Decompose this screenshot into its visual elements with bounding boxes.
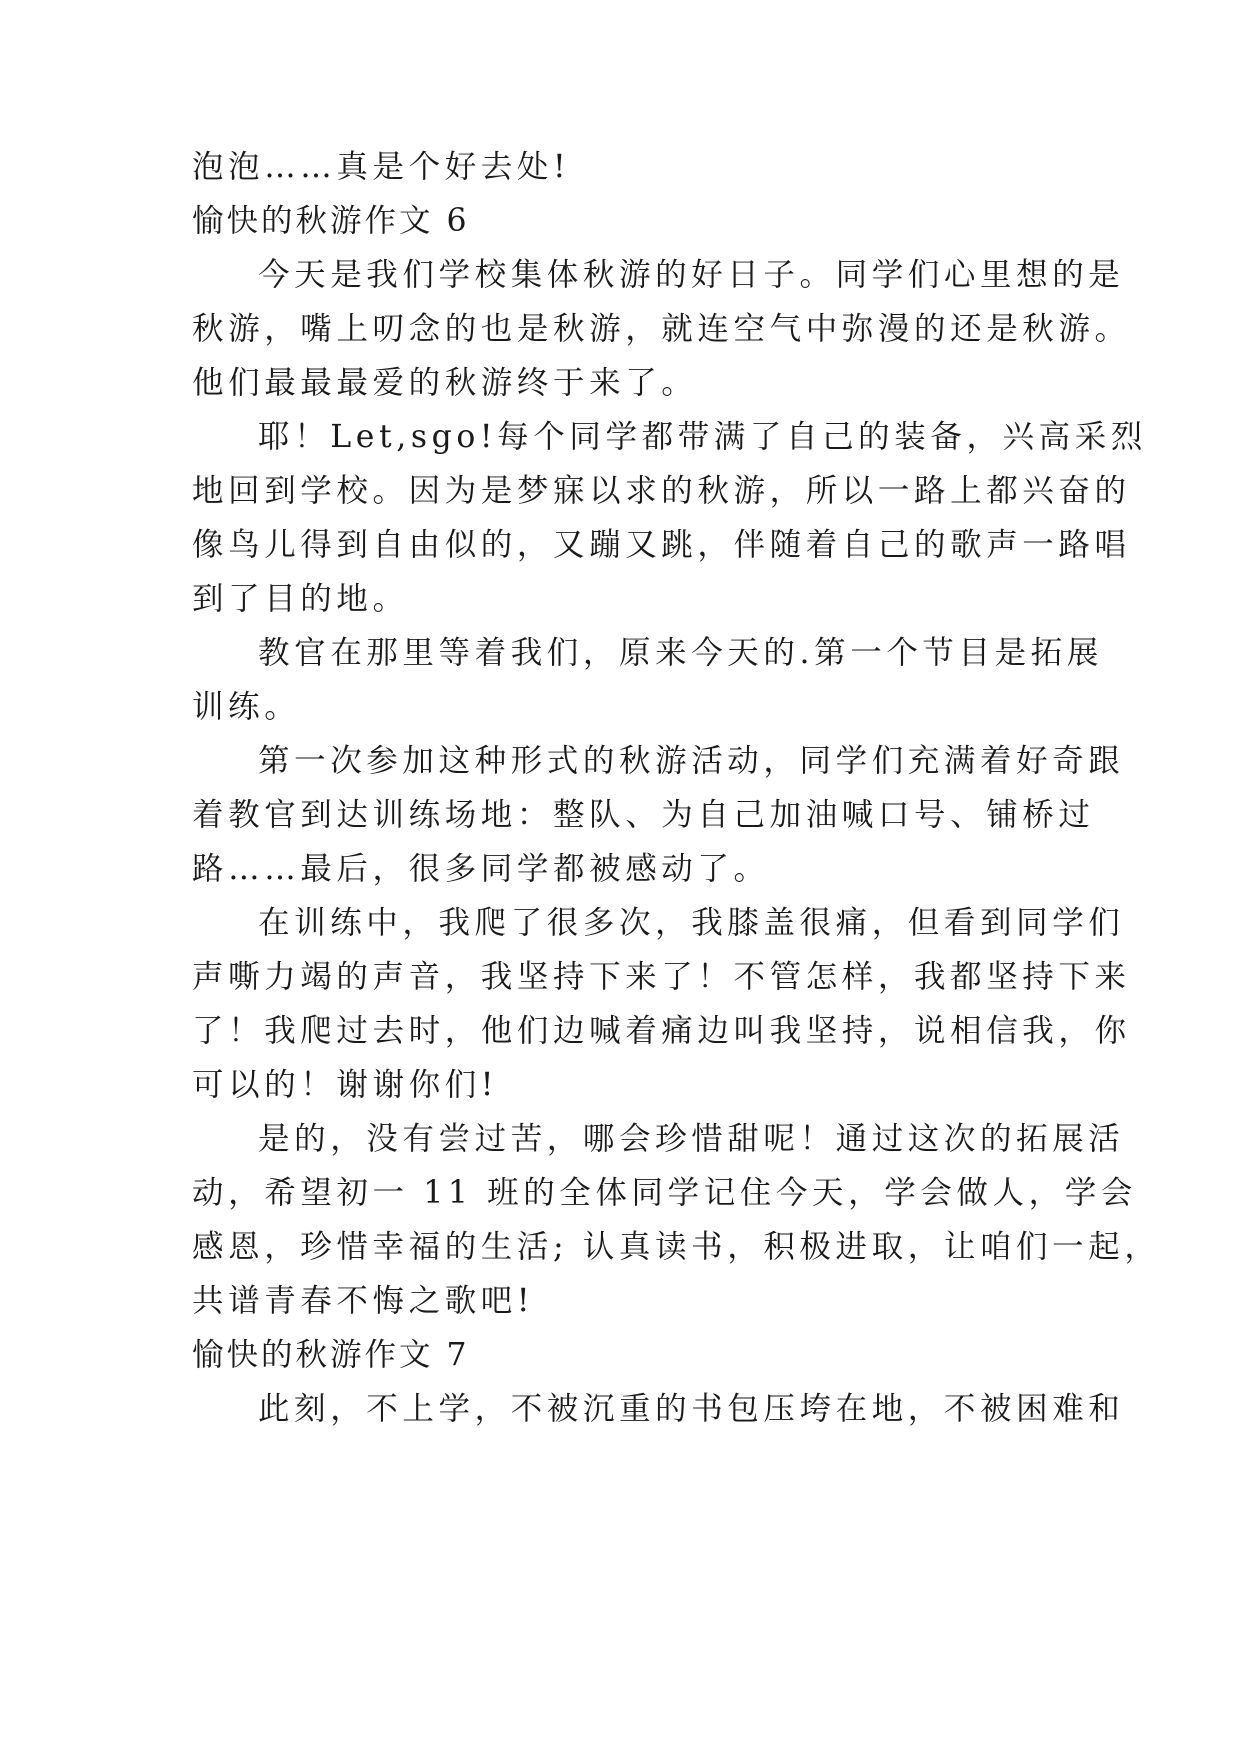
text-line: 到了目的地。 — [192, 581, 409, 617]
text-line: 训练。 — [192, 689, 301, 725]
text-line: 秋游，嘴上叨念的也是秋游，就连空气中弥漫的还是秋游。 — [192, 311, 1131, 347]
text-line: 声嘶力竭的声音，我坚持下来了！不管怎样，我都坚持下来 — [192, 959, 1131, 995]
paragraph-first-line: 教官在那里等着我们，原来今天的.第一个节目是拓展 — [258, 635, 1103, 671]
paragraph-first-line: 第一次参加这种形式的秋游活动，同学们充满着好奇跟 — [258, 743, 1125, 779]
text-line: 了！我爬过去时，他们边喊着痛边叫我坚持，说相信我，你 — [192, 1013, 1131, 1049]
text-line: 共谱青春不悔之歌吧! — [192, 1283, 535, 1319]
text-line: 他们最最最爱的秋游终于来了。 — [192, 365, 698, 401]
text-line: 路……最后，很多同学都被感动了。 — [192, 851, 770, 887]
essay-heading: 愉快的秋游作文 6 — [192, 203, 470, 239]
text-line: 动，希望初一 11 班的全体同学记住今天，学会做人，学会 — [192, 1175, 1137, 1211]
paragraph-first-line: 耶！Let,sgo!每个同学都带满了自己的装备，兴高采烈 — [258, 419, 1147, 455]
text-line: 像鸟儿得到自由似的，又蹦又跳，伴随着自己的歌声一路唱 — [192, 527, 1131, 563]
paragraph-first-line: 在训练中，我爬了很多次，我膝盖很痛，但看到同学们 — [258, 905, 1125, 941]
text-line: 感恩，珍惜幸福的生活; 认真读书，积极进取，让咱们一起， — [192, 1229, 1161, 1265]
paragraph-first-line: 此刻，不上学，不被沉重的书包压垮在地，不被困难和 — [258, 1391, 1125, 1427]
text-line: 地回到学校。因为是梦寐以求的秋游，所以一路上都兴奋的 — [192, 473, 1131, 509]
essay-heading: 愉快的秋游作文 7 — [192, 1337, 470, 1373]
paragraph-first-line: 是的，没有尝过苦，哪会珍惜甜呢！通过这次的拓展活 — [258, 1121, 1125, 1157]
text-line: 着教官到达训练场地：整队、为自己加油喊口号、铺桥过 — [192, 797, 1095, 833]
paragraph-first-line: 今天是我们学校集体秋游的好日子。同学们心里想的是 — [258, 257, 1125, 293]
text-line: 可以的！谢谢你们! — [192, 1067, 499, 1103]
text-line: 泡泡……真是个好去处! — [192, 149, 571, 185]
